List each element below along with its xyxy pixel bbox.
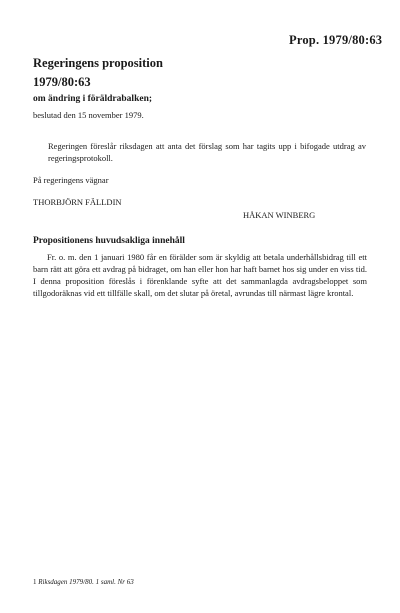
summary-paragraph: Fr. o. m. den 1 januari 1980 får en förälder som är skyldig att betala underhållsbidrag till ett barn rätt att göra ett avdrag på bidraget, om han eller hon har haft barnet hos sig under en viss tid. I denna proposition föreslås i förenklande syfte att det sammanlagda avdragsbeloppet som tillgodoräknas vid ett tillfälle skall, om det slutar på öretal, avrundas till närmast lägre krontal. [33,252,367,298]
on-behalf-line: På regeringens vägnar [33,175,109,185]
intro-paragraph: Regeringen föreslår riksdagen att anta det förslag som har tagits upp i bifogade utdrag av regeringsprotokoll. [48,141,366,163]
footer-text: Riksdagen 1979/80. 1 saml. Nr 63 [38,578,134,586]
summary-heading: Propositionens huvudsakliga innehåll [33,236,185,246]
footer-page-number: 1 [33,578,37,586]
decision-date: beslutad den 15 november 1979. [33,110,144,120]
document-title: Regeringens proposition [33,56,163,70]
signature-secondary: HÅKAN WINBERG [243,210,316,220]
signature-primary: THORBJÖRN FÄLLDIN [33,197,122,207]
proposition-number: Prop. 1979/80:63 [289,33,383,47]
document-subtitle: om ändring i föräldrabalken; [33,94,153,104]
page-footer [33,578,134,586]
document-number: 1979/80:63 [33,75,91,89]
